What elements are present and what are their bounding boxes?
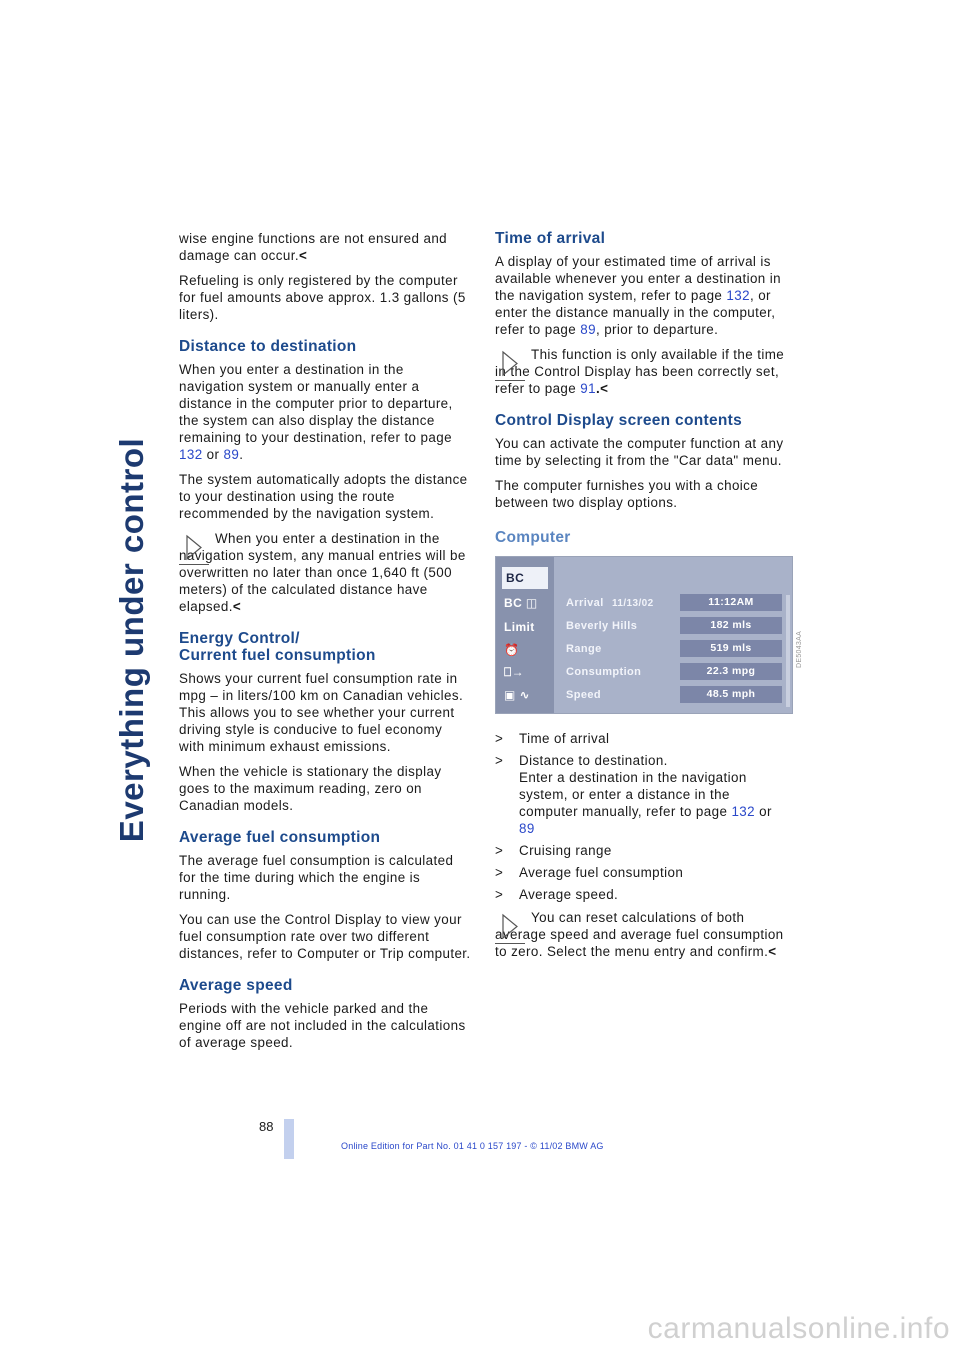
computer-screen-image xyxy=(495,556,793,714)
screen-row-range: Range 519 mls xyxy=(560,639,782,659)
page-ref-link[interactable]: 89 xyxy=(580,322,596,337)
end-mark: < xyxy=(232,599,242,614)
image-code: DE5043AA xyxy=(796,630,803,668)
heading-distance-to-destination: Distance to destination xyxy=(179,338,357,355)
screen-menu-item: BC ◫ xyxy=(504,596,538,610)
energy-paragraph-1: Shows your current fuel consumption rate in mpg – in liters/100 km on Canadian vehicles. This allows you to see whether your current driving style is conducive to fuel economy with minimum exhaust emissions. xyxy=(179,671,464,754)
page-number: 88 xyxy=(259,1119,274,1134)
heading-energy-control: Energy Control/ Current fuel consumption xyxy=(179,630,376,664)
heading-control-display: Control Display screen contents xyxy=(495,412,743,429)
note-arrow-icon xyxy=(495,348,525,381)
watermark: carmanualsonline.info xyxy=(647,1312,950,1345)
page-ref-link[interactable]: 89 xyxy=(223,447,240,462)
list-item: > Time of arrival xyxy=(495,731,610,746)
page-ref-link[interactable]: 91 xyxy=(580,381,596,396)
end-mark: .< xyxy=(595,381,609,396)
heading-computer: Computer xyxy=(495,529,571,546)
heading-average-speed: Average speed xyxy=(179,977,293,994)
list-item: > Average fuel consumption xyxy=(495,865,684,880)
left-column xyxy=(179,230,471,1059)
arrival-paragraph-1: A display of your estimated time of arrival is available whenever you enter a destination in the navigation system, refer to page 132, or enter the distance manually in the computer, refer to page 89, prior to departure. xyxy=(495,254,781,337)
intro-paragraph-1: wise engine functions are not ensured and damage can occur.< xyxy=(179,231,448,263)
screen-row-speed: Speed 48.5 mph xyxy=(560,685,782,705)
note-arrow-icon xyxy=(495,911,525,944)
page-ref-link[interactable]: 132 xyxy=(726,288,750,303)
screen-menu-item: Limit xyxy=(504,620,535,634)
page-marker-bar xyxy=(284,1119,294,1159)
screen-tab-bc: BC xyxy=(502,567,548,589)
note-arrow-icon xyxy=(179,532,209,565)
right-column xyxy=(495,230,787,968)
heading-time-of-arrival: Time of arrival xyxy=(495,230,606,247)
screen-row-consumption: Consumption 22.3 mpg xyxy=(560,662,782,682)
screen-menu-item: ⏰ xyxy=(504,643,520,657)
list-item: > Average speed. xyxy=(495,887,619,902)
screen-menu-item: ▣ ∿ xyxy=(504,688,530,702)
page-ref-link[interactable]: 89 xyxy=(519,821,535,836)
side-title: Everything under control xyxy=(113,437,150,843)
heading-average-fuel-consumption: Average fuel consumption xyxy=(179,829,381,846)
note-distance: When you enter a destination in the navigation system, any manual entries will be overwritten no later than once 1,640 ft (500 meters) of the calculated distance have elapsed.< xyxy=(179,531,466,614)
end-mark: < xyxy=(768,944,777,959)
note-reset: You can reset calculations of both average speed and average fuel consumption to zero. Select the menu entry and confirm.< xyxy=(495,910,784,959)
intro-paragraph-2: Refueling is only registered by the computer for fuel amounts above approx. 1.3 gallons (5 liters). xyxy=(179,273,466,322)
list-item: > Cruising range xyxy=(495,843,612,858)
screen-row-arrival: Arrival 11/13/02 11:12AM xyxy=(560,593,782,613)
note-arrival: This function is only available if the time in the Control Display has been correctly set, refer to page 91.< xyxy=(495,347,785,396)
screen-row-destination: Beverly Hills 182 mls xyxy=(560,616,782,636)
avg-fuel-paragraph-1: The average fuel consumption is calculated for the time during which the engine is running. xyxy=(179,853,454,902)
distance-paragraph-2: The system automatically adopts the distance to your destination using the route recommended by the navigation system. xyxy=(179,472,468,521)
energy-paragraph-2: When the vehicle is stationary the display goes to the maximum reading, zero on Canadian models. xyxy=(179,764,442,813)
end-mark: < xyxy=(298,248,308,263)
avg-fuel-paragraph-2: You can use the Control Display to view your fuel consumption rate over two different distances, refer to Computer or Trip computer. xyxy=(179,912,471,961)
footer-edition-text: Online Edition for Part No. 01 41 0 157 197 - © 11/02 BMW AG xyxy=(341,1141,604,1151)
avg-speed-paragraph-1: Periods with the vehicle parked and the engine off are not included in the calculations of average speed. xyxy=(179,1001,466,1050)
page-ref-link[interactable]: 132 xyxy=(179,447,203,462)
computer-bullet-list xyxy=(495,730,787,903)
page-ref-link[interactable]: 132 xyxy=(731,804,755,819)
control-display-paragraph-1: You can activate the computer function at any time by selecting it from the "Car data" menu. xyxy=(495,436,784,468)
list-item: > Distance to destination. Enter a destination in the navigation system, or enter a distance in the computer manually, refer to page 132 or 89 xyxy=(495,753,772,836)
screen-menu-item: ⎕→ xyxy=(504,665,525,679)
distance-paragraph-1: When you enter a destination in the navigation system or manually enter a distance in the computer prior to departure, the system can also display the distance remaining to your destination, refer to page 132 or 89. xyxy=(179,362,453,462)
screen-scrollbar xyxy=(786,595,790,707)
control-display-paragraph-2: The computer furnishes you with a choice between two display options. xyxy=(495,478,759,510)
